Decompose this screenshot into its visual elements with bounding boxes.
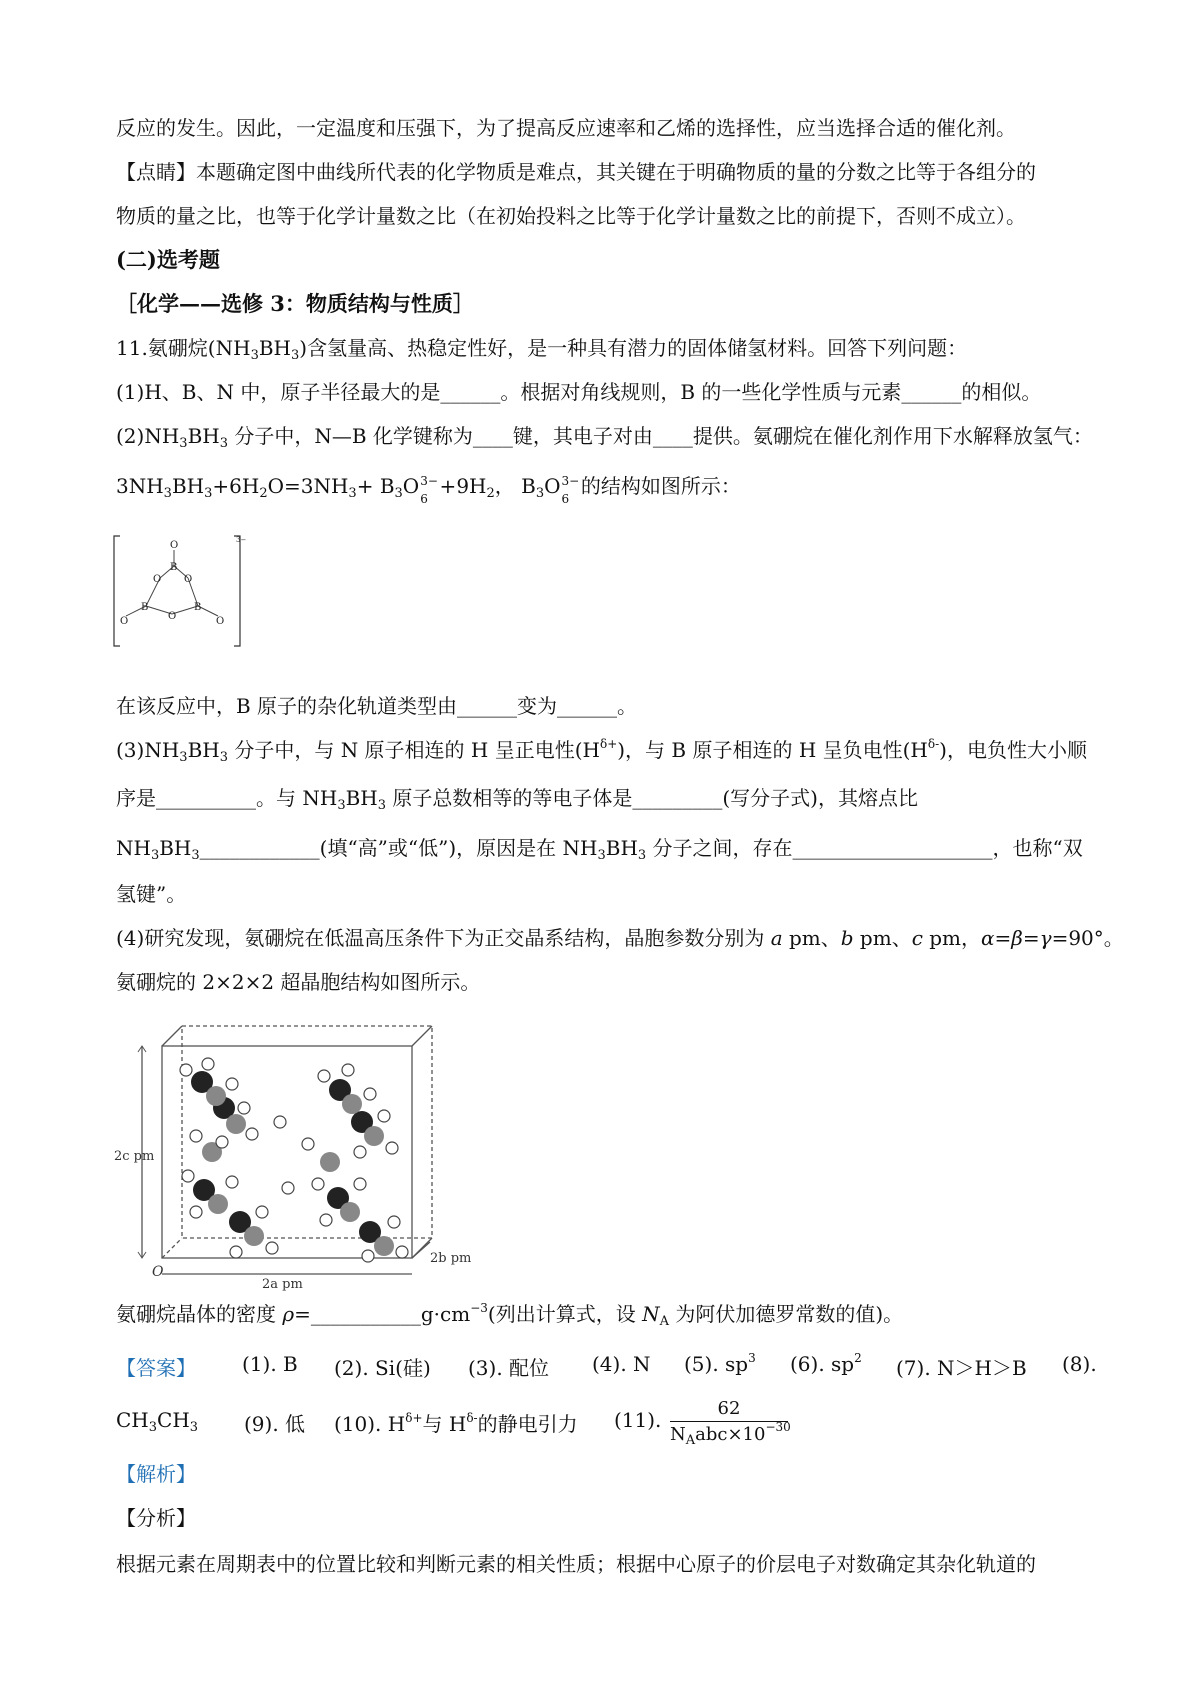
- atom-o: O: [153, 574, 162, 585]
- atom-b: B: [170, 562, 178, 573]
- label-origin: O: [152, 1264, 164, 1280]
- atom-o: O: [170, 540, 179, 551]
- tip-line: 【点睛】本题确定图中曲线所代表的化学物质是难点，其关键在于明确物质的量的分数之比等于各组分的: [116, 160, 1036, 184]
- atom-o: O: [168, 611, 177, 622]
- question-1: (1)H、B、N 中，原子半径最大的是______。根据对角线规则，B 的一些化学性质与元素______的相似。: [116, 380, 1042, 404]
- answer-item: $CH_3CH_3$: [116, 1408, 199, 1435]
- text-line: 反应的发生。因此，一定温度和压强下，为了提高反应速率和乙烯的选择性，应当选择合适的催化剂。: [116, 116, 1016, 140]
- atom-b: B: [194, 602, 202, 613]
- question-11: 11.氨硼烷$(NH_3BH_3)$含氢量高、热稳定性好，是一种具有潜力的固体储氢材料。回答下列问题：: [116, 336, 968, 363]
- label-2b: 2b pm: [430, 1251, 472, 1266]
- question-3a: $(3)NH_3BH_3$ 分子中，与 N 原子相连的 H 呈正电性$(H^{\delta+})$，与 B 原子相连的 H 呈负电性$(H^{\delta-})$，电负性大小顺: [116, 737, 1087, 765]
- fenxi-label: 【分析】: [116, 1506, 196, 1530]
- answer-item: (11).: [614, 1408, 662, 1432]
- answer-item: (9). 低: [244, 1412, 306, 1436]
- answer-item: (8).: [1062, 1352, 1097, 1376]
- answer-item: (2). Si(硅): [334, 1356, 431, 1380]
- answer-item: (10). $H^{\delta+}$与 $H^{\delta-}$的静电引力: [334, 1411, 578, 1436]
- density-fraction: [670, 1398, 791, 1448]
- analysis-label: 【解析】: [116, 1462, 196, 1486]
- atom-o: O: [216, 616, 225, 627]
- answer-item: (1). B: [242, 1352, 298, 1376]
- section-heading: (二)选考题: [116, 247, 220, 272]
- crystal-supercell-diagram: [112, 1012, 472, 1292]
- atom-b: B: [141, 602, 149, 613]
- atom-o: O: [184, 574, 193, 585]
- answer-item: (5). $sp^3$: [684, 1351, 756, 1376]
- equation-line: $3NH_3BH_3+6H_2O=3NH_3+ B_3O$ 3− 6 $+9H_2$， $B_3O$ 3− 6 的结构如图所示：: [116, 474, 741, 506]
- answer-item: (7). N＞H＞B: [896, 1356, 1027, 1380]
- fraction-denominator: $N_Aabc\times 10^{-30}$: [670, 1420, 791, 1448]
- answer-item: (4). N: [592, 1352, 651, 1376]
- label-2a: 2a pm: [262, 1277, 303, 1292]
- question-4a: (4)研究发现，氨硼烷在低温高压条件下为正交晶系结构，晶胞参数分别为 a pm、b pm、c pm，α=β=γ=90°。: [116, 926, 1124, 950]
- answer-item: (3). 配位: [468, 1356, 550, 1380]
- text-line: 根据元素在周期表中的位置比较和判断元素的相关性质；根据中心原子的价层电子对数确定其杂化轨道的: [116, 1552, 1036, 1576]
- svg-text:3−: 3−: [236, 536, 247, 544]
- question-4b: 氨硼烷的 2×2×2 超晶胞结构如图所示。: [116, 970, 481, 994]
- subsection-heading: ［化学——选修 3：物质结构与性质］: [116, 291, 474, 316]
- density-line: 氨硼烷晶体的密度 $\rho=\_\_\_\_\_\_\_\_\_\_\_g\cdot cm^{-3}$(列出计算式，设 $N_A$ 为阿伏加德罗常数的值)。: [116, 1301, 904, 1329]
- atom-o: O: [120, 616, 129, 627]
- question-3b: 序是__________。与 $NH_3BH_3$ 原子总数相等的等电子体是_________(写分子式)，其熔点比: [116, 786, 918, 813]
- label-2c: 2c pm: [114, 1149, 155, 1164]
- text-line: 物质的量之比，也等于化学计量数之比（在初始投料之比等于化学计量数之比的前提下，否则不成立）。: [116, 204, 1026, 228]
- answer-item: (6). $sp^2$: [790, 1351, 862, 1376]
- question-2: $(2)NH_3BH_3$ 分子中，N—B 化学键称为____键，其电子对由____提供。氨硼烷在催化剂作用下水解释放氢气：: [116, 424, 1093, 451]
- question-3d: 氢键”。: [116, 882, 187, 906]
- b3o6-structure-diagram: [112, 532, 247, 652]
- hybridization-line: 在该反应中，B 原子的杂化轨道类型由______变为______。: [116, 694, 638, 718]
- answer-label: 【答案】: [116, 1356, 196, 1380]
- fraction-numerator: 62: [670, 1398, 788, 1422]
- question-3c: $NH_3BH_3\_\_\_\_\_\_\_\_\_\_\_\_$(填“高”或“低”)，原因是在 $NH_3BH_3$ 分子之间，存在____________________，也称“双: [116, 836, 1083, 863]
